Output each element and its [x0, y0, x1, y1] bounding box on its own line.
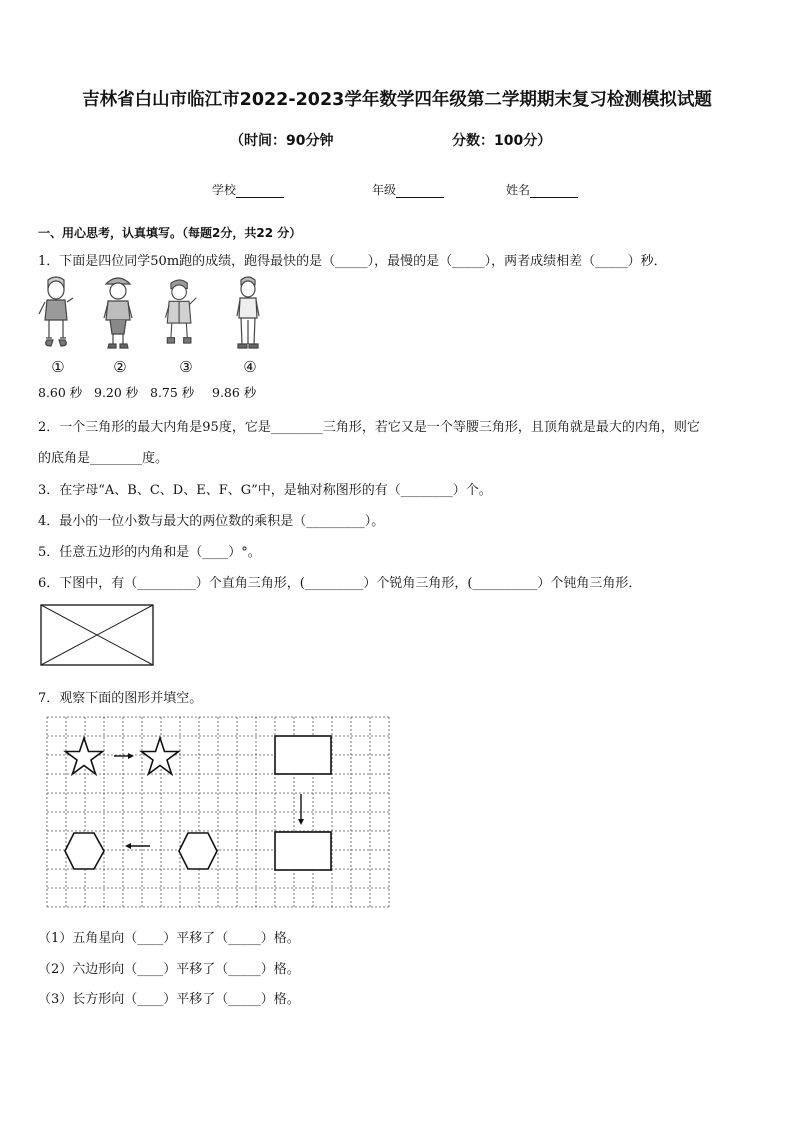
name-blank: [530, 185, 578, 198]
school-label: 学校: [212, 183, 237, 197]
question-7: 7．观察下面的图形并填空。: [38, 691, 203, 706]
rectangle-icon: [275, 736, 331, 774]
name-label: 姓名: [506, 183, 531, 197]
grade-blank: [396, 185, 444, 198]
grade-label: 年级: [372, 183, 397, 197]
question-3: 3．在字母“A、B、C、D、E、F、G”中，是轴对称图形的有（________）个。: [38, 483, 492, 498]
question-2-line-1: 2．一个三角形的最大内角是95度，它是________三角形，若它又是一个等腰三角形，且顶角就是最大的内角，则它: [38, 420, 700, 435]
runner-time-2: 9.20 秒: [94, 385, 139, 400]
runner-time-4: 9.86 秒: [212, 385, 257, 400]
runner-mark-2: ②: [113, 358, 127, 376]
star-icon: [142, 738, 179, 774]
question-1: 1．下面是四位同学50m跑的成绩，跑得最快的是（_____），最慢的是（_____），两者成绩相差（_____）秒．: [38, 254, 667, 269]
runner-time-1: 8.60 秒: [38, 385, 83, 400]
rectangle-diagonals-figure: [40, 604, 156, 668]
question-6: 6．下图中，有（_________）个直角三角形，(_________）个锐角三角形，(__________）个钝角三角形．: [38, 576, 642, 591]
exam-time: （时间：90分钟: [230, 133, 334, 149]
school-field: [212, 181, 284, 198]
exam-score: 分数：100分）: [452, 133, 552, 149]
arrow-left-icon: [125, 843, 150, 849]
runner-mark-3: ③: [179, 358, 193, 376]
boy-thumbs-up-icon: [36, 274, 76, 354]
rectangle-icon: [275, 832, 331, 870]
arrow-down-icon: [298, 794, 304, 825]
question-5: 5．任意五边形的内角和是（____）°。: [38, 545, 261, 560]
boy-cap-icon: [98, 274, 138, 354]
question-7-part-3: （3）长方形向（____）平移了（_____）格。: [38, 992, 300, 1007]
hexagon-icon: [179, 833, 217, 869]
page-title: 吉林省白山市临江市2022-2023学年数学四年级第二学期期末复习检测模拟试题: [82, 90, 712, 110]
runner-mark-1: ①: [51, 358, 65, 376]
translation-grid-figure: [46, 716, 390, 912]
section-heading: 一、用心思考，认真填写。（每题2分，共22 分）: [38, 226, 302, 240]
arrow-right-icon: [114, 753, 134, 759]
star-icon: [66, 738, 103, 774]
question-4: 4．最小的一位小数与最大的两位数的乘积是（_________）。: [38, 514, 385, 529]
name-field: [506, 181, 578, 198]
dashed-grid: [47, 717, 389, 907]
runners-figure: [34, 274, 274, 378]
runner-time-3: 8.75 秒: [150, 385, 195, 400]
grade-field: [372, 181, 444, 198]
question-2-line-2: 的底角是________度。: [38, 451, 169, 466]
hexagon-icon: [65, 833, 104, 869]
runner-mark-4: ④: [243, 358, 257, 376]
question-7-part-2: （2）六边形向（____）平移了（_____）格。: [38, 962, 300, 977]
boy-standing-icon: [228, 274, 268, 354]
boy-jacket-icon: [160, 274, 200, 354]
school-blank: [236, 185, 284, 198]
question-7-part-1: （1）五角星向（____）平移了（_____）格。: [38, 931, 300, 946]
